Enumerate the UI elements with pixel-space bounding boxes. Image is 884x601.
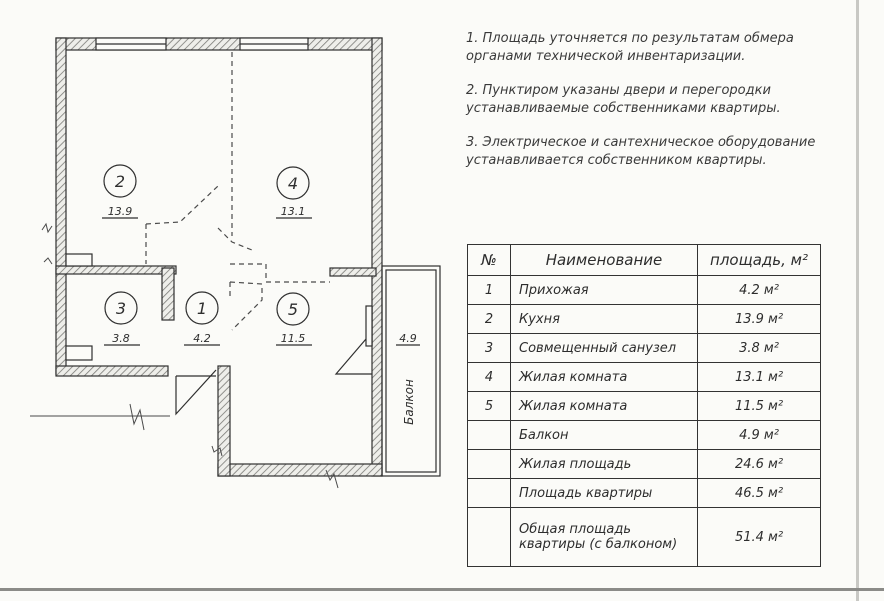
row-number [468, 508, 511, 567]
header-number: № [468, 245, 511, 276]
room-5-number: 5 [287, 300, 299, 319]
frame-edge-bottom [0, 588, 884, 591]
row-area: 51.4 м² [698, 508, 821, 567]
row-name: Общая площадь квартиры (с балконом) [511, 508, 698, 567]
balcony-area: 4.9 [399, 332, 417, 345]
frame-edge-right [856, 0, 859, 601]
room-4-number: 4 [287, 174, 299, 193]
row-name: Площадь квартиры [511, 479, 698, 508]
row-number [468, 421, 511, 450]
row-number: 4 [468, 363, 511, 392]
room-5-area: 11.5 [280, 332, 306, 345]
room-2-number: 2 [114, 172, 126, 191]
table-header-row [468, 245, 821, 276]
doors [176, 306, 372, 414]
row-area: 13.9 м² [698, 305, 821, 334]
notes [466, 30, 846, 186]
row-number [468, 450, 511, 479]
header-name: Наименование [511, 245, 698, 276]
room-3-area: 3.8 [112, 332, 130, 345]
balcony-label: Балкон [402, 379, 416, 425]
row-number: 1 [468, 276, 511, 305]
room-3-number: 3 [115, 299, 127, 318]
table-row [468, 450, 821, 479]
row-name: Жилая комната [511, 392, 698, 421]
balcony [382, 266, 440, 476]
row-name: Прихожая [511, 276, 698, 305]
row-number: 2 [468, 305, 511, 334]
note-1: 1. Площадь уточняется по результатам обмера органами технической инвентаризации. [466, 31, 794, 64]
row-number: 3 [468, 334, 511, 363]
row-area: 4.2 м² [698, 276, 821, 305]
row-number [468, 479, 511, 508]
row-area: 46.5 м² [698, 479, 821, 508]
table-row [468, 508, 821, 567]
row-area: 24.6 м² [698, 450, 821, 479]
table-row [468, 479, 821, 508]
table-row [468, 334, 821, 363]
row-name: Кухня [511, 305, 698, 334]
row-name: Жилая площадь [511, 450, 698, 479]
row-number: 5 [468, 392, 511, 421]
exterior-walls [56, 38, 382, 476]
row-name: Совмещенный санузел [511, 334, 698, 363]
table-row [468, 421, 821, 450]
room-4-area: 13.1 [280, 205, 306, 218]
table-row [468, 305, 821, 334]
row-area: 3.8 м² [698, 334, 821, 363]
room-1-number: 1 [196, 299, 208, 318]
note-2: 2. Пунктиром указаны двери и перегородки устанавливаемые собственниками квартиры. [466, 83, 781, 116]
row-area: 13.1 м² [698, 363, 821, 392]
header-area: площадь, м² [698, 245, 821, 276]
note-3: 3. Электрическое и сантехническое оборудование устанавливается собственником квартиры. [466, 135, 816, 168]
table-row [468, 276, 821, 305]
row-name: Балкон [511, 421, 698, 450]
row-area: 11.5 м² [698, 392, 821, 421]
table-row [468, 363, 821, 392]
row-name: Жилая комната [511, 363, 698, 392]
row-area: 4.9 м² [698, 421, 821, 450]
room-1-area: 4.2 [193, 332, 211, 345]
table-row [468, 392, 821, 421]
area-table [467, 244, 821, 567]
room-2-area: 13.9 [107, 205, 133, 218]
